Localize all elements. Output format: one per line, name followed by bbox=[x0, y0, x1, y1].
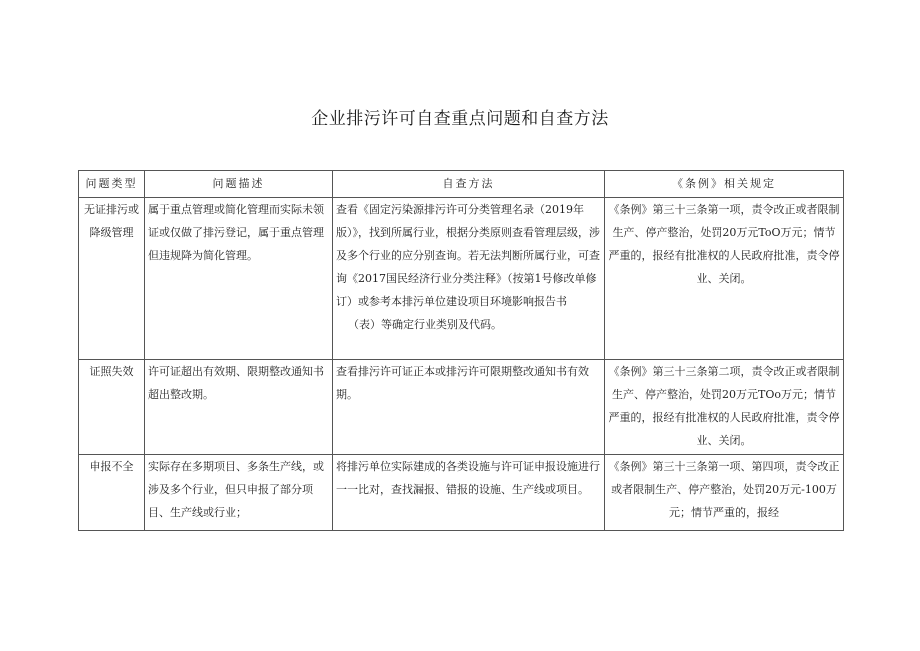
problem-description-cell: 属于重点管理或简化管理而实际未领证或仅做了排污登记，属于重点管理但违规降为简化管理。 bbox=[145, 198, 333, 360]
self-check-table bbox=[78, 170, 844, 531]
table-row bbox=[79, 360, 844, 455]
table-row bbox=[79, 455, 844, 531]
problem-description-cell: 实际存在多期项目、多条生产线，或涉及多个行业，但只申报了部分项目、生产线或行业； bbox=[145, 455, 333, 531]
page-title: 企业排污许可自查重点问题和自查方法 bbox=[311, 109, 609, 129]
header-problem-type: 问题类型 bbox=[79, 171, 145, 198]
method-text-continued: （表）等确定行业类别及代码。 bbox=[348, 318, 502, 331]
regulation-cell: 《条例》第三十三条第一项，责令改正或者限制生产、停产整治，处罚20万元ToO万元；情节严重的，报经有批准权的人民政府批准，责令停业、关闭。 bbox=[605, 198, 844, 360]
header-regulation: 《条例》相关规定 bbox=[605, 171, 844, 198]
regulation-cell: 《条例》第三十三条第一项、第四项，责令改正或者限制生产、停产整治，处罚20万元-100万元；情节严重的，报经 bbox=[605, 455, 844, 531]
self-check-method-cell bbox=[333, 198, 605, 360]
self-check-method-cell: 将排污单位实际建成的各类设施与许可证申报设施进行一一比对，查找漏报、错报的设施、生产线或项目。 bbox=[333, 455, 605, 531]
problem-type-cell: 申报不全 bbox=[79, 455, 145, 531]
header-self-check-method: 自查方法 bbox=[333, 171, 605, 198]
problem-type-cell: 无证排污或降级管理 bbox=[79, 198, 145, 360]
problem-description-cell: 许可证超出有效期、限期整改通知书超出整改期。 bbox=[145, 360, 333, 455]
table-row bbox=[79, 198, 844, 360]
method-text: 查看《固定污染源排污许可分类管理名录（2019年版）》，找到所属行业，根据分类原则查看管理层级，涉及多个行业的应分别查询。若无法判断所属行业，可查询《2017国民经济行业分类注释》（按第1号修改单修订）或参考本排污单位建设项目环境影响报告书 bbox=[336, 203, 600, 308]
self-check-method-cell: 查看排污许可证正本或排污许可限期整改通知书有效期。 bbox=[333, 360, 605, 455]
problem-type-cell: 证照失效 bbox=[79, 360, 145, 455]
header-problem-description: 问题描述 bbox=[145, 171, 333, 198]
regulation-cell: 《条例》第三十三条第二项，责令改正或者限制生产、停产整治，处罚20万元TOo万元；情节严重的，报经有批准权的人民政府批准，责令停业、关闭。 bbox=[605, 360, 844, 455]
table-header-row bbox=[79, 171, 844, 198]
